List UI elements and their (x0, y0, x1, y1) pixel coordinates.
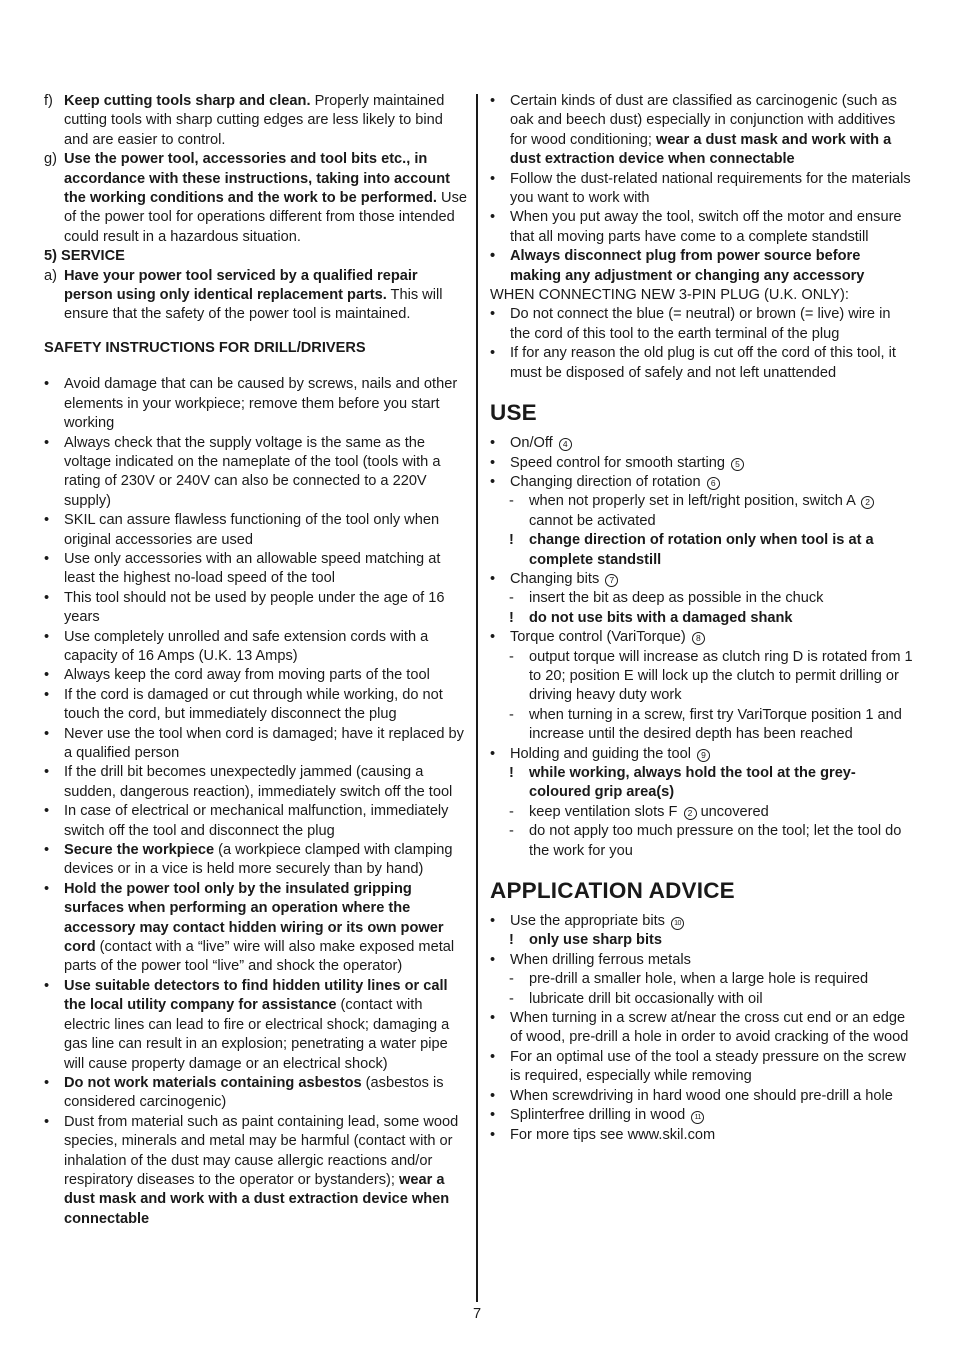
use-heading: USE (490, 400, 537, 426)
column-divider (476, 94, 478, 1302)
service-heading: 5) SERVICE (44, 248, 125, 265)
bullet-marker: • (490, 1087, 496, 1104)
dash-marker: - (509, 823, 514, 840)
figure-ref-icon: 2 (684, 807, 697, 820)
item-marker: f) (44, 93, 53, 109)
sub-text: uncovered (696, 803, 769, 820)
warning-icon: ! (509, 532, 514, 549)
right-column (490, 92, 914, 1145)
dash-marker: - (509, 648, 514, 665)
bullet-text: If the drill bit becomes unexpectedly jammed (causing a sudden, dangerous reaction), immediately switch off the tool (64, 764, 453, 800)
instruction-bold: Have your power tool serviced by a qualified repair person using only identical replacement parts. (64, 267, 418, 304)
bullet-text: Always check that the supply voltage is the same as the voltage indicated on the nameplate of the tool (tools with a rating of 230V or 240V can also be connected to a 220V supply) (64, 434, 441, 509)
dash-marker: - (509, 803, 514, 820)
warning-direction (490, 531, 914, 570)
bullet-bold: wear a dust mask and work with a dust extraction device when connectable (64, 1171, 450, 1227)
bullet-item (44, 666, 468, 685)
bullet-item (44, 375, 468, 433)
bullet-item (44, 628, 468, 667)
bullet-item (44, 511, 468, 550)
sub-text: cannot be activated (529, 512, 656, 529)
bullet-carcinogenic (490, 92, 914, 170)
bullet-tips (490, 1126, 914, 1145)
bullet-item (44, 802, 468, 841)
figure-ref-icon: 4 (559, 438, 572, 451)
safety-heading: SAFETY INSTRUCTIONS FOR DRILL/DRIVERS (44, 339, 366, 356)
bullet-marker: • (490, 209, 496, 226)
bullet-marker: • (490, 1010, 496, 1027)
bullet-dust (44, 1113, 468, 1229)
bullet-text: Do not connect the blue (= neutral) or brown (= live) wire in the cord of this tool to the earth terminal of the plug (510, 306, 891, 342)
dash-marker: - (509, 706, 514, 723)
dash-marker: - (509, 990, 514, 1007)
sub-text: when not properly set in left/right position, switch A (529, 493, 856, 510)
plug-bullet-list (490, 305, 914, 383)
figure-ref-icon: 5 (731, 458, 744, 471)
bullet-text: (contact with electric lines can lead to fire or electrical shock; damaging a gas line can result in an explosion; penetrating a water pipe will cause property damage or an electrical shock) (64, 997, 450, 1072)
bullet-speed (490, 454, 914, 473)
bullet-text: (contact with a “live” wire will also make exposed metal parts of the power tool “live” and shock the operator) (64, 939, 455, 975)
bullet-marker: • (490, 473, 496, 490)
bullet-text: Dust from material such as paint containing lead, some wood species, minerals and metal may be harmful (contact with or inhalation of the dust may cause allergic reactions and/or respiratory diseases to the operator or bystanders); (64, 1113, 459, 1188)
sub-text: insert the bit as deep as possible in the chuck (529, 590, 824, 607)
bullet-text: For more tips see www.skil.com (510, 1126, 716, 1143)
figure-ref-icon: 11 (691, 1111, 704, 1124)
bullet-bold: Always disconnect plug from power source before making any adjustment or changing any accessory (510, 248, 865, 284)
bullet-marker: • (44, 1113, 50, 1130)
bullet-holding (490, 745, 914, 764)
instruction-g (44, 150, 468, 247)
instruction-text: Properly maintained cutting tools with sharp cutting edges are less likely to bind and are easier to control. (64, 93, 445, 148)
bullet-marker: • (490, 629, 496, 646)
bullet-item (490, 344, 914, 383)
page-number: 7 (472, 1306, 482, 1322)
sub-text: pre-drill a smaller hole, when a large hole is required (529, 971, 869, 988)
bullet-ferrous (490, 951, 914, 970)
bullet-marker: • (490, 1048, 496, 1065)
bullet-marker: • (44, 686, 50, 703)
bullet-text: (asbestos is considered carcinogenic) (64, 1074, 444, 1111)
bullet-putaway (490, 208, 914, 247)
bullet-text: Use completely unrolled and safe extension cords with a capacity of 16 Amps (U.K. 13 Amps) (64, 628, 429, 664)
sub-text: lubricate drill bit occasionally with oil (529, 990, 763, 1007)
bullet-marker: • (490, 570, 496, 587)
bullet-marker: • (490, 1126, 496, 1143)
bullet-marker: • (44, 842, 50, 859)
bullet-text: If for any reason the old plug is cut off the cord of this tool, it must be disposed of safely and not left unattended (510, 345, 896, 381)
bullet-marker: • (490, 306, 496, 323)
bullet-text: On/Off (510, 435, 553, 452)
warning-icon: ! (509, 932, 514, 949)
bullet-detectors (44, 977, 468, 1074)
bullet-marker: • (44, 977, 50, 994)
bullet-marker: • (490, 454, 496, 471)
safety-bullet-list (44, 375, 468, 841)
bullet-marker: • (44, 550, 50, 567)
bullet-text: SKIL can assure flawless functioning of the tool only when original accessories are used (64, 512, 440, 548)
sub-item-torque-1 (490, 648, 914, 706)
bullet-marker: • (490, 435, 496, 452)
bullet-text: When turning in a screw at/near the cross cut end or an edge of wood, pre-drill a hole in order to avoid cracking of the wood (510, 1010, 909, 1046)
bullet-text: Never use the tool when cord is damaged; have it replaced by a qualified person (64, 725, 464, 761)
bullet-bold: Do not work materials containing asbestos (64, 1074, 362, 1091)
bullet-bold: Hold the power tool only by the insulated gripping surfaces when performing an operation where the accessory may contact hidden wiring or its own power cord (64, 880, 444, 956)
bullet-bold: wear a dust mask and work with a dust extraction device when connectable (510, 131, 892, 168)
bullet-text: Always keep the cord away from moving parts of the tool (64, 667, 430, 684)
sub-item-ferrous-1 (490, 970, 914, 989)
bullet-disconnect (490, 247, 914, 286)
bullet-direction (490, 473, 914, 492)
bullet-marker: • (44, 512, 50, 529)
instruction-f (44, 92, 468, 150)
warning-text: change direction of rotation only when tool is at a complete standstill (529, 532, 874, 568)
bullet-text: Holding and guiding the tool (510, 745, 691, 762)
bullet-bold: Secure the workpiece (64, 842, 215, 859)
bullet-text: Use the appropriate bits (510, 913, 665, 930)
bullet-text: Certain kinds of dust are classified as carcinogenic (such as oak and beech dust) especially in conjunction with additives for wood conditioning; (510, 93, 897, 148)
bullet-asbestos (44, 1074, 468, 1113)
bullet-marker: • (490, 951, 496, 968)
instruction-bold: Keep cutting tools sharp and clean. (64, 93, 311, 109)
bullet-bits (490, 570, 914, 589)
sub-item-torque-2 (490, 706, 914, 745)
instruction-bold: Use the power tool, accessories and tool bits etc., in accordance with these instructions, taking into account the working conditions and the work to be performed. (64, 151, 450, 207)
instruction-text: This will ensure that the safety of the power tool is maintained. (64, 287, 443, 323)
left-column (44, 92, 468, 1229)
bullet-text: (a workpiece clamped with clamping devices or in a vice is held more securely than by hand) (64, 842, 453, 878)
bullet-marker: • (44, 1074, 50, 1091)
bullet-text: When screwdriving in hard wood one should pre-drill a hole (510, 1087, 893, 1104)
bullet-text: Follow the dust-related national requirements for the materials you want to work with (510, 170, 911, 207)
warning-icon: ! (509, 609, 514, 626)
figure-ref-icon: 10 (671, 917, 684, 930)
bullet-text: If the cord is damaged or cut through while working, do not touch the cord, but immediately disconnect the plug (64, 686, 443, 723)
bullet-marker: • (490, 1107, 496, 1124)
bullet-text: Torque control (VariTorque) (510, 629, 686, 646)
sub-item-holding-2 (490, 822, 914, 861)
warning-bits (490, 609, 914, 628)
bullet-item (44, 434, 468, 512)
bullet-text: When you put away the tool, switch off the motor and ensure that all moving parts have come to a complete standstill (510, 209, 902, 245)
bullet-item (44, 686, 468, 725)
bullet-item (44, 550, 468, 589)
bullet-torque (490, 628, 914, 647)
warning-holding (490, 764, 914, 803)
bullet-splinterfree (490, 1106, 914, 1125)
bullet-bold: Use suitable detectors to find hidden utility lines or call the local utility company for assistance (64, 977, 448, 1014)
sub-item-direction (490, 492, 914, 531)
figure-ref-icon: 8 (692, 632, 705, 645)
bullet-onoff (490, 434, 914, 453)
sub-item-bits (490, 589, 914, 608)
bullet-item (44, 763, 468, 802)
bullet-marker: • (490, 93, 496, 109)
warning-sharp-bits (490, 931, 914, 950)
bullet-marker: • (44, 725, 50, 742)
bullet-text: Changing direction of rotation (510, 473, 701, 490)
bullet-marker: • (44, 667, 50, 684)
sub-item-holding-1 (490, 803, 914, 822)
bullet-item (44, 589, 468, 628)
item-marker: g) (44, 151, 57, 168)
bullet-secure (44, 841, 468, 880)
bullet-item (490, 305, 914, 344)
item-marker: a) (44, 267, 57, 284)
figure-ref-icon: 6 (707, 477, 720, 490)
bullet-text: In case of electrical or mechanical malfunction, immediately switch off the tool and disconnect the plug (64, 803, 449, 839)
warning-icon: ! (509, 765, 514, 781)
bullet-marker: • (44, 628, 50, 645)
bullet-marker: • (490, 345, 496, 362)
bullet-marker: • (490, 248, 496, 265)
advice-heading: APPLICATION ADVICE (490, 878, 735, 904)
dash-marker: - (509, 493, 514, 510)
bullet-text: When drilling ferrous metals (510, 951, 691, 968)
sub-text: output torque will increase as clutch ring D is rotated from 1 to 20; position E will lock up the clutch to permit drilling or driving heavy duty work (529, 648, 913, 704)
warning-text: do not use bits with a damaged shank (529, 609, 793, 626)
instruction-a (44, 267, 468, 325)
instruction-text: Use of the power tool for operations different from those intended could result in a hazardous situation. (64, 190, 467, 245)
bullet-screw-edge (490, 1009, 914, 1048)
bullet-text: Changing bits (510, 570, 600, 587)
dash-marker: - (509, 971, 514, 988)
figure-ref-icon: 7 (605, 574, 618, 587)
warning-text: while working, always hold the tool at the grey-coloured grip area(s) (529, 765, 856, 801)
plug-heading: WHEN CONNECTING NEW 3-PIN PLUG (U.K. ONLY): (490, 287, 849, 304)
bullet-text: For an optimal use of the tool a steady pressure on the screw is required, especially while removing (510, 1048, 906, 1085)
bullet-text: Avoid damage that can be caused by screws, nails and other elements in your workpiece; remove them before you start working (64, 376, 458, 432)
bullet-hold (44, 880, 468, 977)
warning-text: only use sharp bits (529, 932, 662, 949)
dash-marker: - (509, 590, 514, 607)
bullet-marker: • (490, 913, 496, 930)
sub-item-ferrous-2 (490, 990, 914, 1009)
bullet-marker: • (44, 880, 50, 897)
bullet-text: Splinterfree drilling in wood (510, 1107, 686, 1124)
sub-text: do not apply too much pressure on the tool; let the tool do the work for you (529, 823, 902, 859)
bullet-hardwood (490, 1087, 914, 1106)
bullet-marker: • (44, 376, 50, 393)
bullet-marker: • (44, 764, 50, 781)
bullet-marker: • (44, 803, 50, 820)
figure-ref-icon: 9 (697, 749, 710, 762)
bullet-text: This tool should not be used by people under the age of 16 years (64, 589, 445, 626)
bullet-item (44, 725, 468, 764)
bullet-marker: • (44, 434, 50, 451)
bullet-text: Use only accessories with an allowable speed matching at least the highest no-load speed of the tool (64, 550, 441, 587)
bullet-marker: • (490, 170, 496, 187)
bullet-national (490, 170, 914, 209)
sub-text: when turning in a screw, first try VariTorque position 1 and increase until the desired depth has been reached (529, 706, 902, 743)
sub-text: keep ventilation slots F (529, 803, 678, 820)
bullet-marker: • (490, 745, 496, 762)
figure-ref-icon: 2 (861, 496, 874, 509)
bullet-appropriate-bits (490, 912, 914, 931)
bullet-optimal (490, 1048, 914, 1087)
bullet-text: Speed control for smooth starting (510, 454, 725, 471)
bullet-marker: • (44, 589, 50, 606)
